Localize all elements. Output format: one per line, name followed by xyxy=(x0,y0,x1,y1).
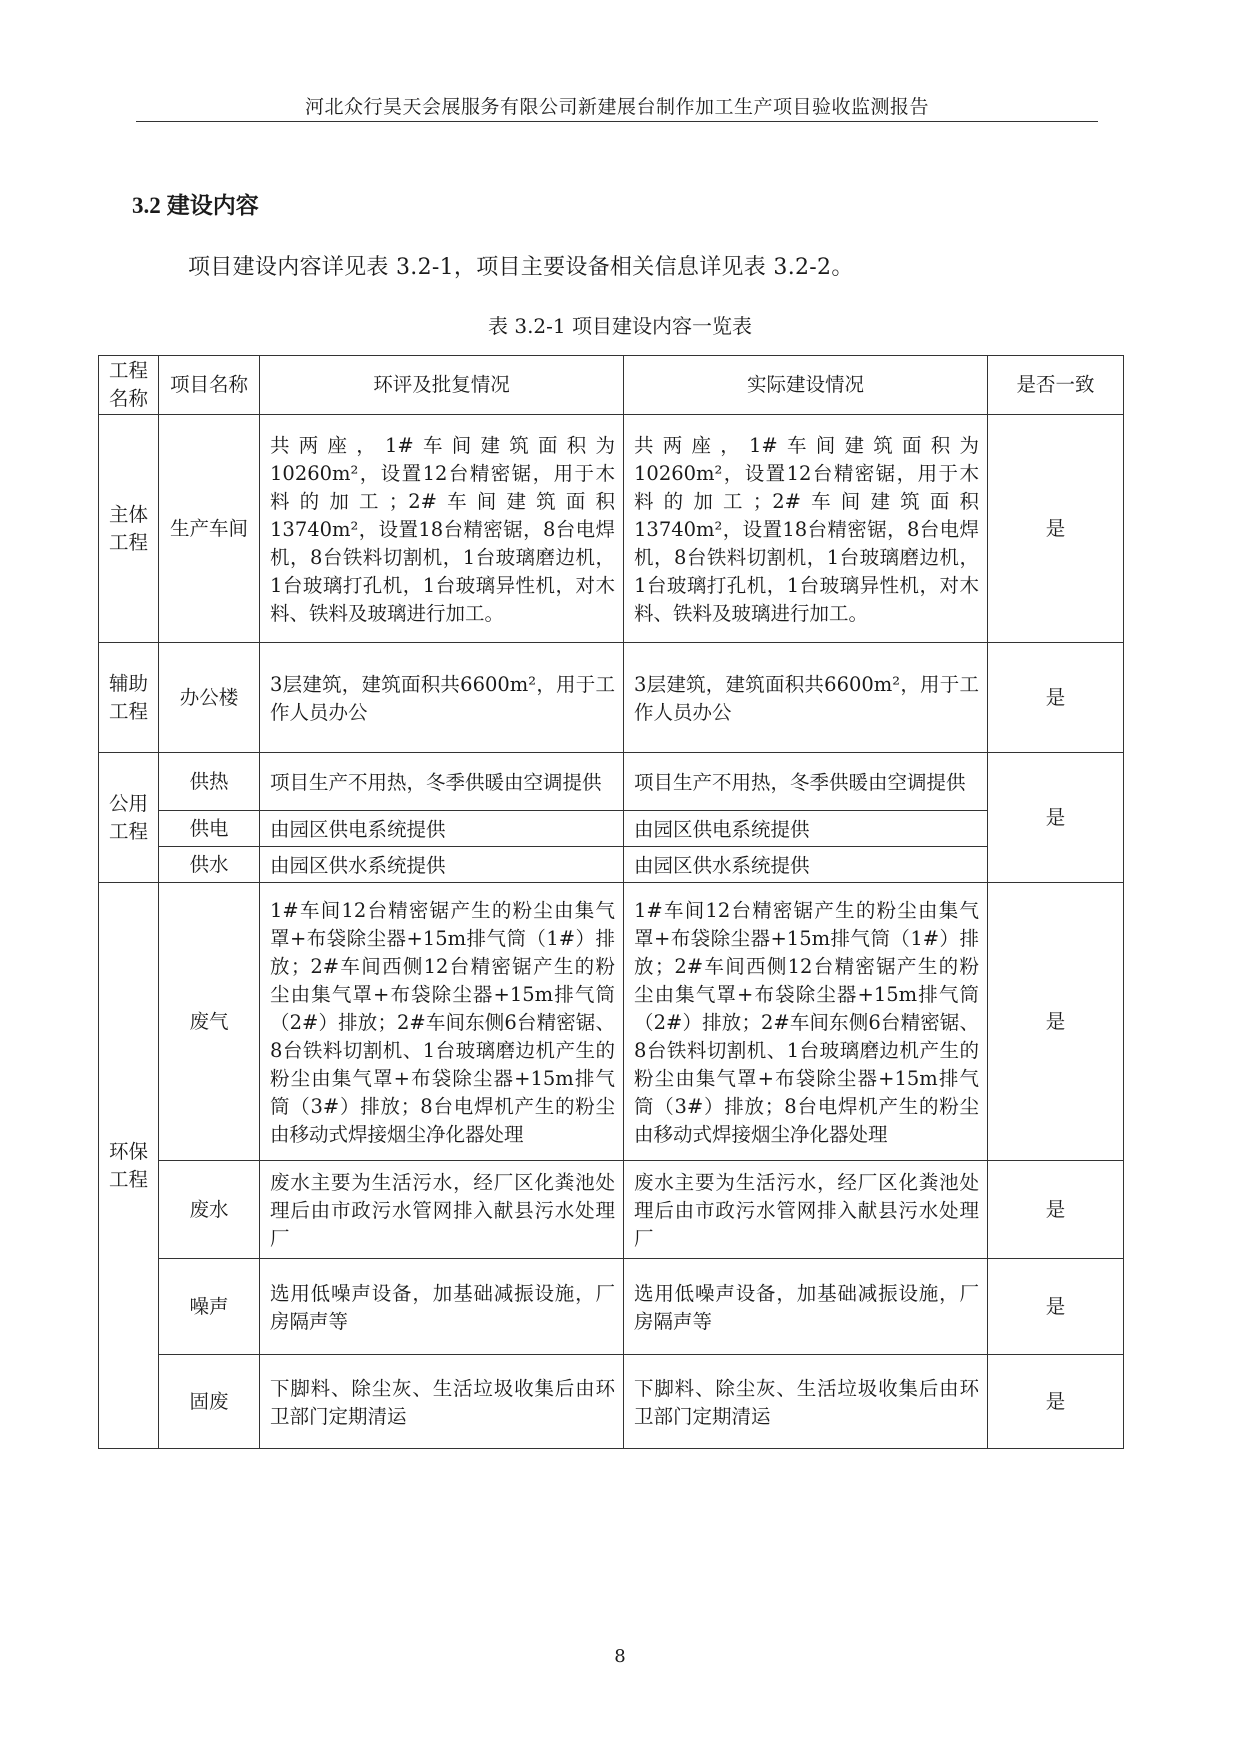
eia-cell: 废水主要为生活污水，经厂区化粪池处理后由市政污水管网排入献县污水处理厂 xyxy=(260,1161,624,1259)
actual-cell: 由园区供水系统提供 xyxy=(624,847,988,883)
actual-cell: 下脚料、除尘灰、生活垃圾收集后由环卫部门定期清运 xyxy=(624,1355,988,1449)
consistent-cell: 是 xyxy=(988,1161,1124,1259)
table-row xyxy=(99,811,1124,847)
table-row xyxy=(99,1161,1124,1259)
category-cell: 公用工程 xyxy=(99,753,159,883)
actual-cell: 共两座，1#车间建筑面积为10260m²，设置12台精密锯，用于木料的加工；2#车间建筑面积13740m²，设置18台精密锯，8台电焊机，8台铁料切割机，1台玻璃磨边机，1台玻璃打孔机，1台玻璃异性机，对木料、铁料及玻璃进行加工。 xyxy=(624,415,988,643)
header-cell: 工程名称 xyxy=(99,356,159,415)
consistent-cell: 是 xyxy=(988,415,1124,643)
table-caption: 表 3.2-1 项目建设内容一览表 xyxy=(487,314,752,338)
table-row xyxy=(99,415,1124,643)
consistent-cell: 是 xyxy=(988,1259,1124,1355)
actual-cell: 由园区供电系统提供 xyxy=(624,811,988,847)
consistent-cell: 是 xyxy=(988,753,1124,883)
header-cell: 环评及批复情况 xyxy=(260,356,624,415)
item-name-cell: 供热 xyxy=(159,753,260,811)
actual-cell: 项目生产不用热，冬季供暖由空调提供 xyxy=(624,753,988,811)
eia-cell: 1#车间12台精密锯产生的粉尘由集气罩+布袋除尘器+15m排气筒（1#）排放；2#车间西侧12台精密锯产生的粉尘由集气罩+布袋除尘器+15m排气筒（2#）排放；2#车间东侧6台精密锯、8台铁料切割机、1台玻璃磨边机产生的粉尘由集气罩+布袋除尘器+15m排气筒（3#）排放；8台电焊机产生的粉尘由移动式焊接烟尘净化器处理 xyxy=(260,883,624,1161)
item-name-cell: 供水 xyxy=(159,847,260,883)
eia-cell: 共两座，1#车间建筑面积为10260m²，设置12台精密锯，用于木料的加工；2#车间建筑面积13740m²，设置18台精密锯，8台电焊机，8台铁料切割机，1台玻璃磨边机，1台玻璃打孔机，1台玻璃异性机，对木料、铁料及玻璃进行加工。 xyxy=(260,415,624,643)
category-cell: 环保工程 xyxy=(99,883,159,1449)
item-name-cell: 办公楼 xyxy=(159,643,260,753)
table-row xyxy=(99,847,1124,883)
page-number: 8 xyxy=(614,1646,626,1667)
section-title: 建设内容 xyxy=(166,192,259,219)
category-cell: 辅助工程 xyxy=(99,643,159,753)
eia-cell: 下脚料、除尘灰、生活垃圾收集后由环卫部门定期清运 xyxy=(260,1355,624,1449)
actual-cell: 1#车间12台精密锯产生的粉尘由集气罩+布袋除尘器+15m排气筒（1#）排放；2#车间西侧12台精密锯产生的粉尘由集气罩+布袋除尘器+15m排气筒（2#）排放；2#车间东侧6台精密锯、8台铁料切割机、1台玻璃磨边机产生的粉尘由集气罩+布袋除尘器+15m排气筒（3#）排放；8台电焊机产生的粉尘由移动式焊接烟尘净化器处理 xyxy=(624,883,988,1161)
header-rule xyxy=(136,121,1098,122)
table-row xyxy=(99,1355,1124,1449)
table-header-row xyxy=(99,356,1124,415)
eia-cell: 由园区供水系统提供 xyxy=(260,847,624,883)
page-header: 河北众行昊天会展服务有限公司新建展台制作加工生产项目验收监测报告 xyxy=(304,96,929,118)
section-number: 3.2 xyxy=(132,193,161,218)
eia-cell: 选用低噪声设备，加基础减振设施，厂房隔声等 xyxy=(260,1259,624,1355)
item-name-cell: 供电 xyxy=(159,811,260,847)
eia-cell: 由园区供电系统提供 xyxy=(260,811,624,847)
item-name-cell: 废气 xyxy=(159,883,260,1161)
actual-cell: 选用低噪声设备，加基础减振设施，厂房隔声等 xyxy=(624,1259,988,1355)
eia-cell: 项目生产不用热，冬季供暖由空调提供 xyxy=(260,753,624,811)
consistent-cell: 是 xyxy=(988,883,1124,1161)
table-row xyxy=(99,1259,1124,1355)
actual-cell: 废水主要为生活污水，经厂区化粪池处理后由市政污水管网排入献县污水处理厂 xyxy=(624,1161,988,1259)
consistent-cell: 是 xyxy=(988,643,1124,753)
consistent-cell: 是 xyxy=(988,1355,1124,1449)
table-row xyxy=(99,643,1124,753)
item-name-cell: 废水 xyxy=(159,1161,260,1259)
header-cell: 项目名称 xyxy=(159,356,260,415)
intro-paragraph: 项目建设内容详见表 3.2-1，项目主要设备相关信息详见表 3.2-2。 xyxy=(188,255,854,280)
actual-cell: 3层建筑，建筑面积共6600m²，用于工作人员办公 xyxy=(624,643,988,753)
item-name-cell: 生产车间 xyxy=(159,415,260,643)
table-row xyxy=(99,883,1124,1161)
section-heading xyxy=(132,187,259,220)
construction-content-table xyxy=(98,355,1124,1449)
header-cell: 实际建设情况 xyxy=(624,356,988,415)
header-cell: 是否一致 xyxy=(988,356,1124,415)
item-name-cell: 噪声 xyxy=(159,1259,260,1355)
table-row xyxy=(99,753,1124,811)
item-name-cell: 固废 xyxy=(159,1355,260,1449)
category-cell: 主体工程 xyxy=(99,415,159,643)
eia-cell: 3层建筑，建筑面积共6600m²，用于工作人员办公 xyxy=(260,643,624,753)
